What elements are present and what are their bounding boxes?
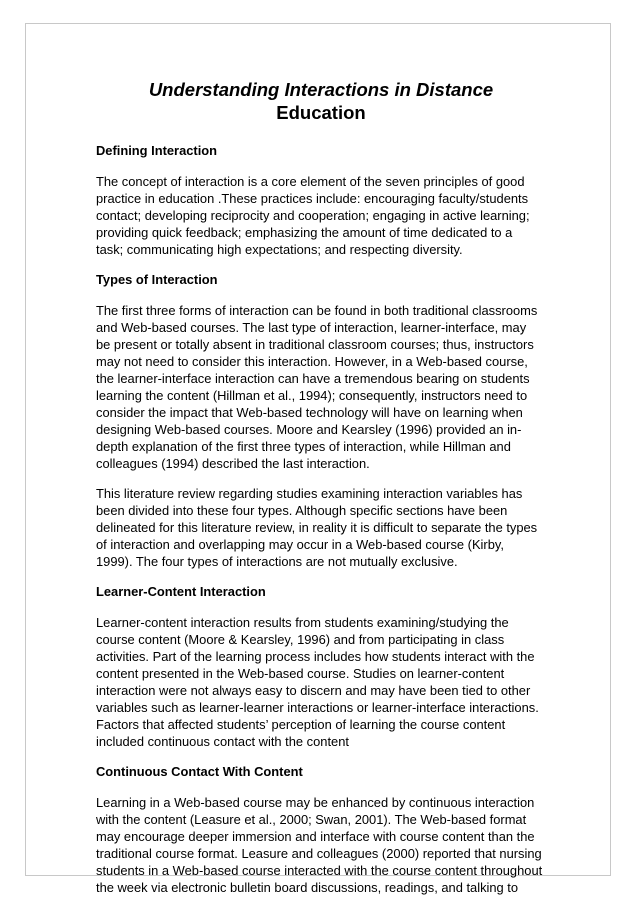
paragraph-line: interaction were not always easy to discern and may have been tied to other xyxy=(96,683,531,698)
paragraph-line: be present or totally absent in traditional classroom courses; thus, instructors xyxy=(96,337,534,352)
paragraph-line: Learner-content interaction results from students examining/studying the xyxy=(96,615,509,630)
paragraph-line: included continuous contact with the content xyxy=(96,734,349,749)
paragraph-line: Learning in a Web-based course may be enhanced by continuous interaction xyxy=(96,795,535,810)
paragraph-line: The concept of interaction is a core element of the seven principles of good xyxy=(96,174,525,189)
body-paragraph xyxy=(96,485,546,570)
document-sections xyxy=(96,142,546,896)
document-title-line-2: Education xyxy=(276,102,366,123)
paragraph-line: of interaction and overlapping may occur in a Web-based course (Kirby, xyxy=(96,537,504,552)
paragraph-line: This literature review regarding studies examining interaction variables has xyxy=(96,486,523,501)
paragraph-line: traditional course format. Leasure and colleagues (2000) reported that nursing xyxy=(96,846,542,861)
paragraph-line: practice in education .These practices include: encouraging faculty/students xyxy=(96,191,529,206)
paragraph-line: activities. Part of the learning process includes how students interact with the xyxy=(96,649,535,664)
paragraph-line: providing quick feedback; emphasizing the amount of time dedicated to a xyxy=(96,225,513,240)
body-paragraph xyxy=(96,794,546,896)
document-body xyxy=(96,78,546,909)
paragraph-line: colleagues (1994) described the last interaction. xyxy=(96,456,370,471)
section-heading-learner-content-interaction: Learner-Content Interaction xyxy=(96,584,266,599)
paragraph-line: delineated for this literature review, in reality it is difficult to separate the types xyxy=(96,520,538,535)
document-title xyxy=(96,78,546,124)
paragraph-line: students in a Web-based course interacted with the course content throughout xyxy=(96,863,543,878)
paragraph-line: learning the content (Hillman et al., 1994); consequently, instructors need to xyxy=(96,388,528,403)
paragraph-line: depth explanation of the first three types of interaction, while Hillman and xyxy=(96,439,511,454)
paragraph-line: contact; developing reciprocity and cooperation; engaging in active learning; xyxy=(96,208,530,223)
paragraph-line: 1999). The four types of interactions are not mutually exclusive. xyxy=(96,554,458,569)
paragraph-line: task; communicating high expectations; and respecting diversity. xyxy=(96,242,463,257)
paragraph-line: been divided into these four types. Although specific sections have been xyxy=(96,503,508,518)
paragraph-line: may encourage deeper immersion and interface with course content than the xyxy=(96,829,535,844)
paragraph-line: consider the impact that Web-based technology will have on learning when xyxy=(96,405,523,420)
section-heading-types-of-interaction: Types of Interaction xyxy=(96,272,218,287)
section-heading-continuous-contact-with-content: Continuous Contact With Content xyxy=(96,764,303,779)
paragraph-line: content presented in the Web-based course. Studies on learner-content xyxy=(96,666,505,681)
paragraph-line: the week via electronic bulletin board discussions, readings, and talking to xyxy=(96,880,519,895)
paragraph-line: and Web-based courses. The last type of interaction, learner-interface, may xyxy=(96,320,527,335)
body-paragraph xyxy=(96,302,546,472)
paragraph-line: with the content (Leasure et al., 2000; Swan, 2001). The Web-based format xyxy=(96,812,527,827)
paragraph-line: Factors that affected students’ perception of learning the course content xyxy=(96,717,506,732)
body-paragraph xyxy=(96,614,546,750)
document-title-line-1: Understanding Interactions in Distance xyxy=(148,79,494,100)
paragraph-line: the learner-interface interaction can have a tremendous bearing on students xyxy=(96,371,530,386)
body-paragraph xyxy=(96,173,546,258)
paragraph-line: course content (Moore & Kearsley, 1996) and from participating in class xyxy=(96,632,505,647)
paragraph-line: may not need to consider this interaction. However, in a Web-based course, xyxy=(96,354,528,369)
section-heading-defining-interaction: Defining Interaction xyxy=(96,143,218,158)
paragraph-line: designing Web-based courses. Moore and Kearsley (1996) provided an in- xyxy=(96,422,522,437)
paragraph-line: variables such as learner-learner interactions or learner-interface interactions. xyxy=(96,700,539,715)
paragraph-line: The first three forms of interaction can be found in both traditional classrooms xyxy=(96,303,538,318)
